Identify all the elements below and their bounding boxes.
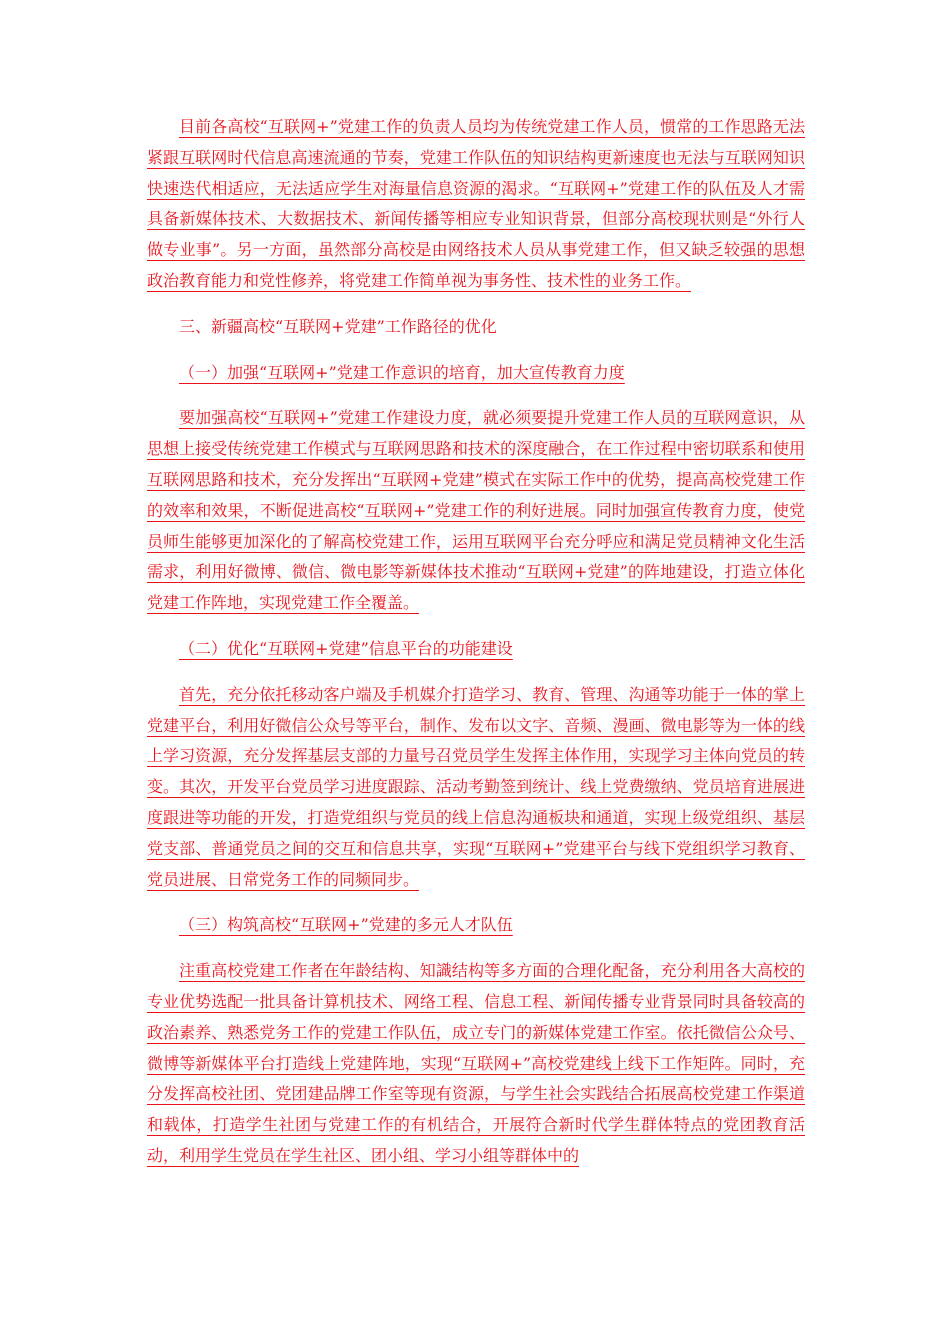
paragraph-awareness: 要加强高校“互联网+”党建工作建设力度，就必须要提升党建工作人员的互联网意识，从思想上接受传统党建工作模式与互联网思路和技术的深度融合，在工作过程中密切联系和使用互联网思路和技术，充分发挥出“互联网+党建”模式在实际工作中的优势，提高高校党建工作的效率和效果，不断促进高校“互联网+”党建工作的利好进展。同时加强宣传教育力度，使党员师生能够更加深化的了解高校党建工作，运用互联网平台充分呼应和满足党员精神文化生活需求，利用好微博、微信、微电影等新媒体技术推动“互联网+党建”的阵地建设，打造立体化党建工作阵地，实现党建工作全覆盖。 [147,408,805,613]
spacer [147,665,805,680]
spacer [147,343,805,358]
spacer [147,941,805,956]
document-body [147,112,805,1172]
spacer [147,619,805,634]
subheading-platform: （二）优化“互联网+党建”信息平台的功能建设 [179,638,513,658]
section-heading: 三、新疆高校“互联网+党建”工作路径的优化 [179,316,497,336]
subheading-awareness: （一）加强“互联网+”党建工作意识的培育，加大宣传教育力度 [179,362,625,382]
spacer [147,388,805,403]
spacer [147,297,805,312]
paragraph-party-staff-status: 目前各高校“互联网+”党建工作的负责人员均为传统党建工作人员，惯常的工作思路无法紧跟互联网时代信息高速流通的节奏，党建工作队伍的知识结构更新速度也无法与互联网知识快速迭代相适应，无法适应学生对海量信息资源的渴求。“互联网+”党建工作的队伍及人才需具备新媒体技术、大数据技术、新闻传播等相应专业知识背景，但部分高校现状则是“外行人做专业事”。另一方面，虽然部分高校是由网络技术人员从事党建工作，但又缺乏较强的思想政治教育能力和党性修养，将党建工作简单视为事务性、技术性的业务工作。 [147,117,805,290]
spacer [147,895,805,910]
paragraph-platform: 首先，充分依托移动客户端及手机媒介打造学习、教育、管理、沟通等功能于一体的掌上党建平台，利用好微信公众号等平台，制作、发布以文字、音频、漫画、微电影等为一体的线上学习资源，充分发挥基层支部的力量号召党员学生发挥主体作用，实现学习主体向党员的转变。其次，开发平台党员学习进度跟踪、活动考勤签到统计、线上党费缴纳、党员培育进展进度跟进等功能的开发，打造党组织与党员的线上信息沟通板块和通道，实现上级党组织、基层党支部、普通党员之间的交互和信息共享，实现“互联网+”党建平台与线下党组织学习教育、党员进展、日常党务工作的同频同步。 [147,684,805,889]
paragraph-talent: 注重高校党建工作者在年龄结构、知識结构等多方面的合理化配备，充分利用各大高校的专业优势选配一批具备计算机技术、网络工程、信息工程、新闻传播专业背景同时具备较高的政治素养、熟悉党务工作的党建工作队伍，成立专门的新媒体党建工作室。依托微信公众号、微博等新媒体平台打造线上党建阵地，实现“互联网+”高校党建线上线下工作矩阵。同时，充分发挥高校社团、党团建品牌工作室等现有资源，与学生社会实践结合拓展高校党建工作渠道和载体，打造学生社团与党建工作的有机结合，开展符合新时代学生群体特点的党团教育活动，利用学生党员在学生社区、团小组、学习小组等群体中的 [147,961,805,1165]
subheading-talent: （三）构筑高校“互联网+”党建的多元人才队伍 [179,915,513,935]
